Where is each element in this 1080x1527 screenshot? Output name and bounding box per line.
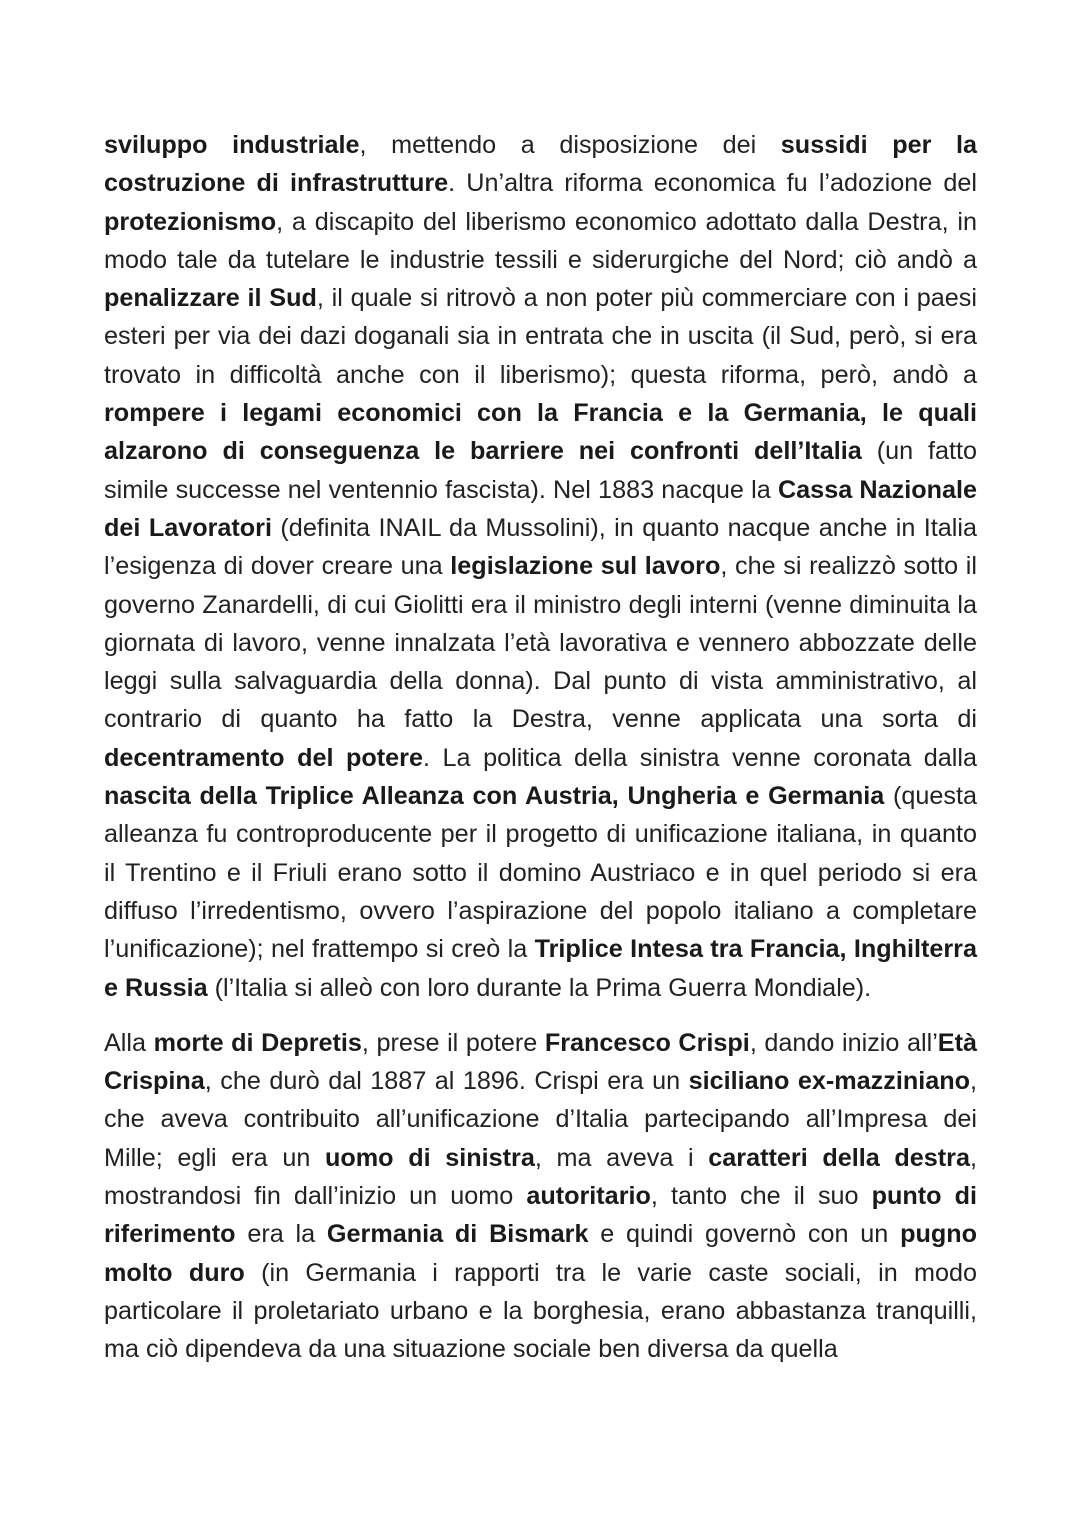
text-run: , mettendo a disposizione dei <box>359 131 781 159</box>
bold-text-run: siciliano ex-mazziniano <box>688 1067 970 1096</box>
text-run: , ma aveva i <box>534 1143 709 1172</box>
bold-text-run: autoritario <box>526 1182 651 1211</box>
text-run: (questa alleanza fu controproducente per il progetto di unificazione italiana, in quanto il Trentino e il Friuli erano sotto il domino Austriaco e in quel periodo si era diffuso l’irredentismo, ovvero l’aspirazione del popolo italiano a completare l’unificazione); nel frattempo si creò la <box>104 782 977 964</box>
text-run: . La politica della sinistra venne coronata dalla <box>423 743 978 772</box>
paragraph-eta-crispina <box>104 1024 977 1369</box>
text-run: , tanto che il suo <box>650 1182 872 1211</box>
text-run: , che durò dal 1887 al 1896. Crispi era un <box>204 1067 689 1096</box>
bold-text-run: Cassa Nazionale dei Lavoratori <box>104 475 977 542</box>
bold-text-run: morte di Depretis <box>153 1028 362 1057</box>
text-run: . Un’altra riforma economica fu l’adozione del <box>448 169 977 198</box>
bold-text-run: decentramento del potere <box>104 743 423 772</box>
bold-text-run: rompere i legami economici con la Francia e la Germania, le quali alzarono di conseguenza le barriere nei confronti dell’Italia <box>104 399 977 466</box>
bold-text-run: pugno molto duro <box>104 1220 977 1287</box>
bold-text-run: nascita della Triplice Alleanza con Austria, Ungheria e Germania <box>104 782 885 811</box>
text-run: , prese il potere <box>361 1028 545 1057</box>
bold-text-run: Età Crispina <box>104 1028 977 1096</box>
bold-text-run: Germania di Bismark <box>326 1220 589 1249</box>
bold-text-run: protezionismo <box>104 207 277 236</box>
text-run: , mostrandosi fin dall’inizio un uomo <box>104 1143 977 1211</box>
text-run: (un fatto simile successe nel ventennio fascista). Nel 1883 nacque la <box>104 437 977 504</box>
bold-text-run: caratteri della destra <box>708 1143 970 1172</box>
text-run: era la <box>235 1220 327 1249</box>
text-run: e quindi governò con un <box>588 1220 901 1249</box>
bold-text-run: sussidi per la costruzione di infrastrutture <box>104 131 977 198</box>
text-run: , che aveva contribuito all’unificazione d’Italia partecipando all’Impresa dei Mille; egli era un <box>104 1067 977 1172</box>
bold-text-run: penalizzare il Sud <box>104 284 317 313</box>
bold-text-run: sviluppo industriale <box>104 131 360 159</box>
text-run: (l’Italia si alleò con loro durante la Prima Guerra Mondiale). <box>207 973 872 1002</box>
text-run: , che si realizzò sotto il governo Zanardelli, di cui Giolitti era il ministro degli interni (venne diminuita la giornata di lavoro, venne innalzata l’età lavorativa e vennero abbozzate delle leggi sulla salvaguardia della donna). Dal punto di vista amministrativo, al contrario di quanto ha fatto la Destra, venne applicata una sorta di <box>104 552 977 734</box>
text-run: Alla <box>104 1028 154 1057</box>
document-page <box>104 126 977 1369</box>
bold-text-run: Triplice Intesa tra Francia, Inghilterra e Russia <box>104 935 977 1002</box>
bold-text-run: uomo di sinistra <box>325 1143 535 1172</box>
bold-text-run: punto di riferimento <box>104 1182 977 1249</box>
text-run: (definita INAIL da Mussolini), in quanto nacque anche in Italia l’esigenza di dover creare una <box>104 513 977 581</box>
text-run: (in Germania i rapporti tra le varie caste sociali, in modo particolare il proletariato urbano e la borghesia, erano abbastanza tranquilli, ma ciò dipendeva da una situazione sociale ben diversa da quella <box>104 1258 977 1364</box>
text-run: , il quale si ritrovò a non poter più commerciare con i paesi esteri per via dei dazi doganali sia in entrata che in uscita (il Sud, però, si era trovato in difficoltà anche con il liberismo); questa riforma, però, andò a <box>104 284 977 389</box>
text-run: , dando inizio all’ <box>749 1028 938 1057</box>
text-run: , a discapito del liberismo economico adottato dalla Destra, in modo tale da tutelare le industrie tessili e siderurgiche del Nord; ciò andò a <box>104 207 977 274</box>
bold-text-run: legislazione sul lavoro <box>450 552 721 581</box>
bold-text-run: Francesco Crispi <box>544 1028 750 1057</box>
paragraph-sinistra-reforms <box>104 126 977 1007</box>
